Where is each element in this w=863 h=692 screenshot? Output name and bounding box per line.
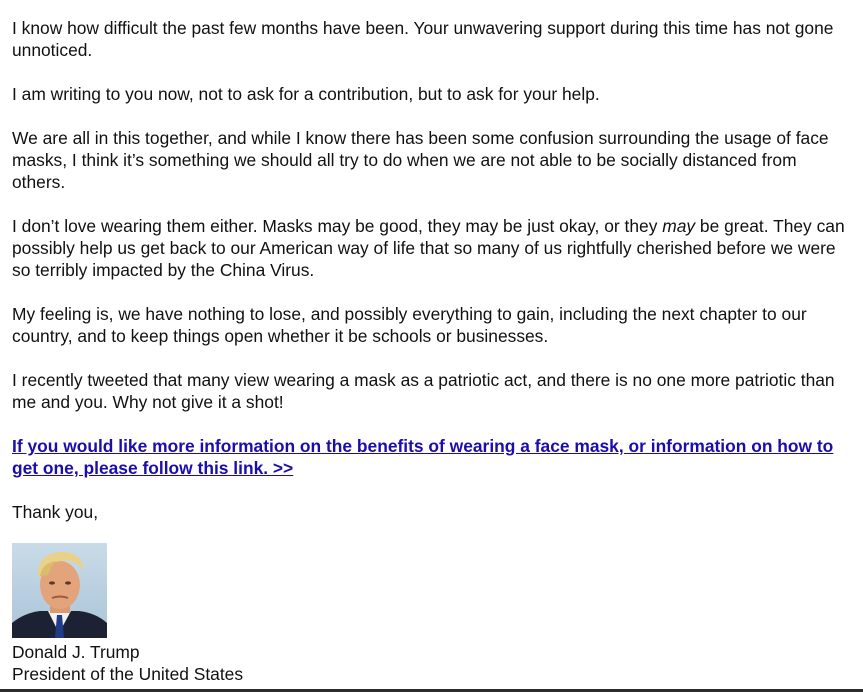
email-body bbox=[12, 17, 854, 685]
link-paragraph bbox=[12, 435, 854, 479]
paragraph-wearing-masks-end: be great. They can possibly help us get back to our American way of life that so many of us rightfully cherished before we were so terribly impacted by the China Virus. bbox=[12, 216, 845, 280]
emphasis-may: may bbox=[662, 216, 696, 236]
closing-text: Thank you, bbox=[12, 502, 99, 522]
paragraph-face-masks: We are all in this together, and while I know there has been some confusion surrounding the usage of face masks, I think it’s something we should all try to do when we are not able to be socially distanced from others. bbox=[12, 128, 829, 192]
paragraph-nothing-to-lose: My feeling is, we have nothing to lose, and possibly everything to gain, including the next chapter to our country, and to keep things open whether it be schools or businesses. bbox=[12, 304, 807, 346]
face-mask-info-link[interactable]: If you would like more information on the benefits of wearing a face mask, or information on how to get one, please follow this link. >> bbox=[12, 436, 834, 478]
paragraph-patriotic-act: I recently tweeted that many view wearing a mask as a patriotic act, and there is no one more patriotic than me and you. Why not give it a shot! bbox=[12, 370, 835, 412]
signature-name: Donald J. Trump bbox=[12, 642, 140, 662]
paragraph-wearing-masks bbox=[12, 215, 854, 281]
signature-portrait-image bbox=[12, 543, 107, 638]
signature-title: President of the United States bbox=[12, 664, 244, 684]
paragraph-support: I know how difficult the past few months have been. Your unwavering support during this time has not gone unnoticed. bbox=[12, 18, 834, 60]
paragraph-wearing-masks-start: I don’t love wearing them either. Masks may be good, they may be just okay, or they bbox=[12, 216, 663, 236]
paragraph-help-request: I am writing to you now, not to ask for a contribution, but to ask for your help. bbox=[12, 84, 600, 104]
